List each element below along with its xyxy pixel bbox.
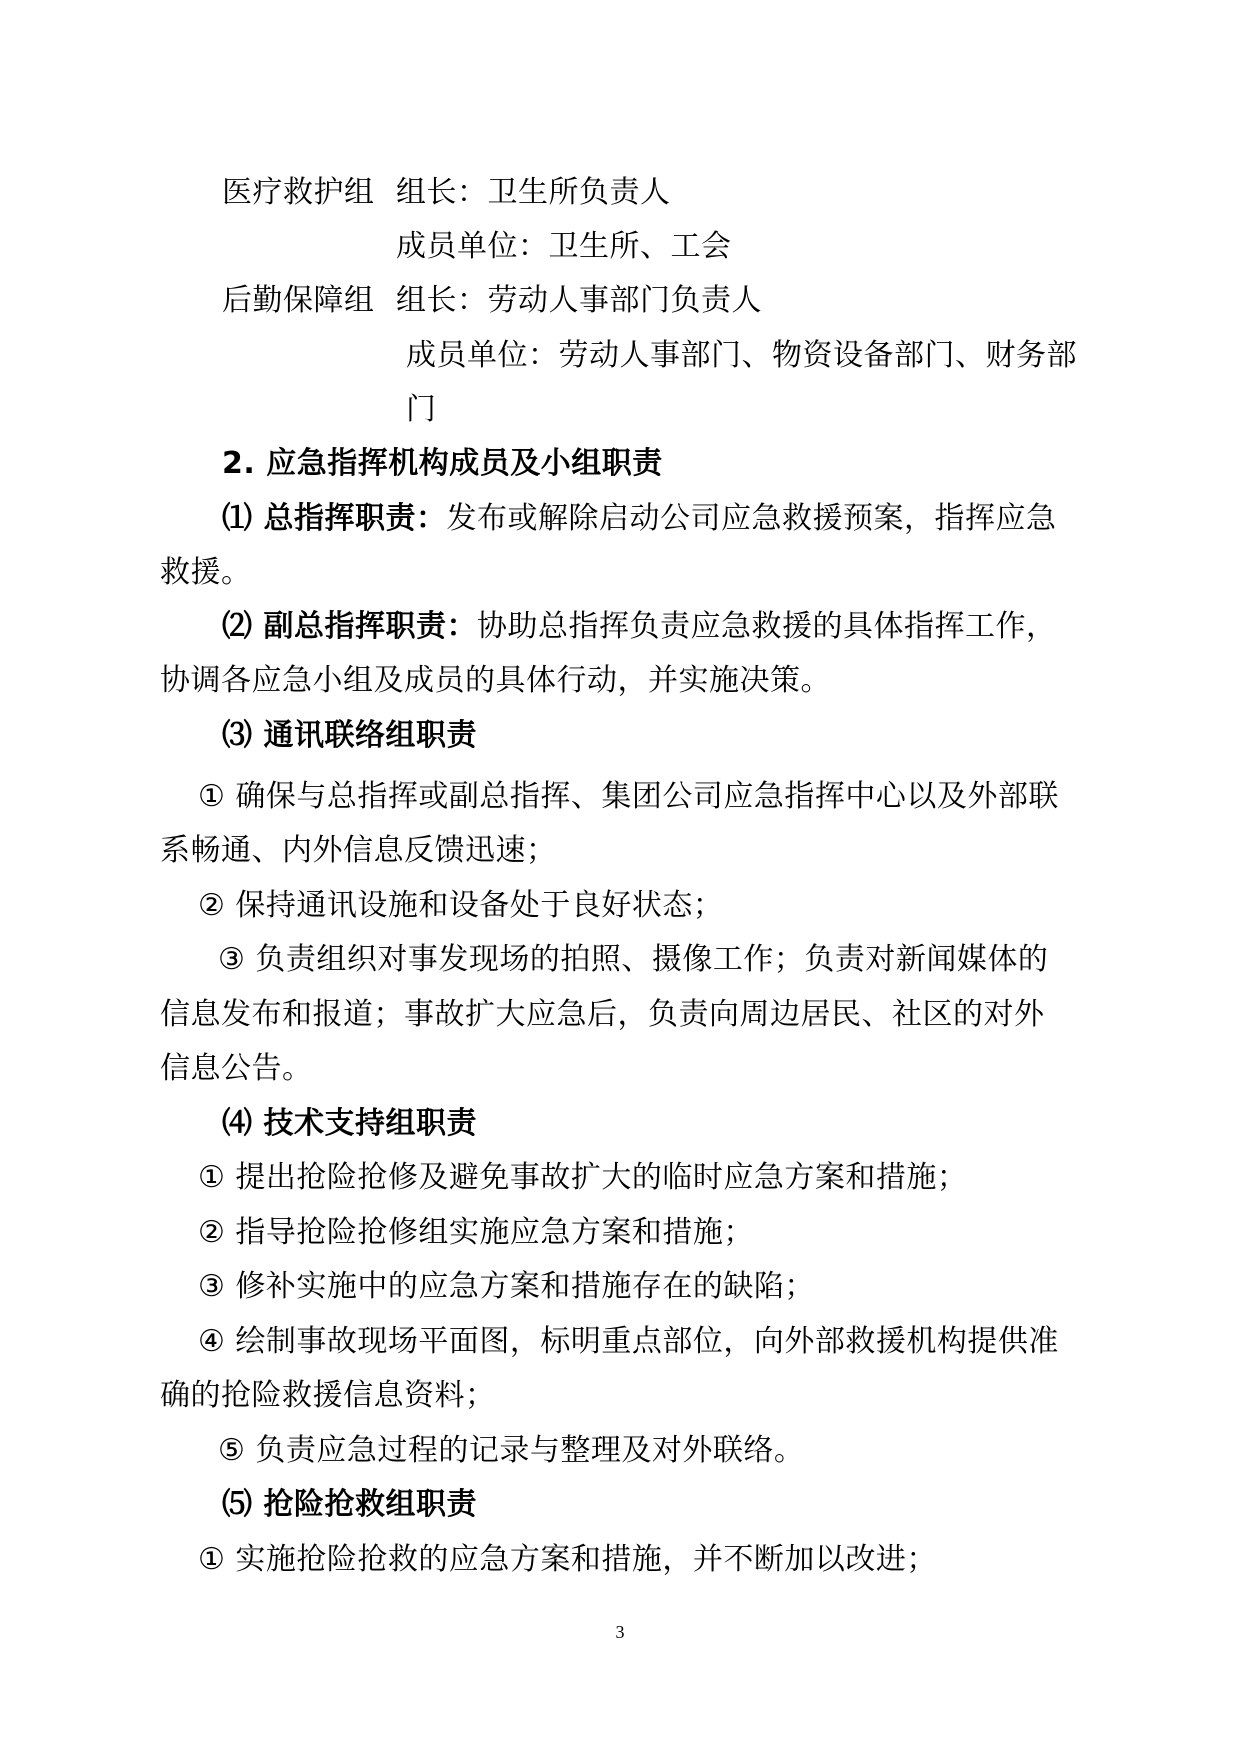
comms-item-3-cont: 信息发布和报道；事故扩大应急后，负责向周边居民、社区的对外 bbox=[160, 997, 1045, 1032]
group-name-logistics: 后勤保障组 bbox=[222, 283, 375, 318]
section-heading: 2. 应急指挥机构成员及小组职责 bbox=[222, 446, 663, 481]
group-leader-logistics: 组长：劳动人事部门负责人 bbox=[396, 283, 762, 318]
group-members-logistics-cont: 门 bbox=[406, 392, 437, 427]
group-leader-medical: 组长：卫生所负责人 bbox=[396, 175, 671, 210]
paragraph-commander bbox=[222, 499, 1056, 539]
commander-text: 发布或解除启动公司应急救援预案，指挥应急 bbox=[446, 501, 1057, 536]
rescue-item-1: ① 实施抢险抢救的应急方案和措施，并不断加以改进； bbox=[198, 1542, 937, 1577]
paragraph-commander-cont: 救援。 bbox=[160, 555, 252, 590]
tech-item-4-cont: 确的抢险救援信息资料； bbox=[160, 1378, 496, 1413]
comms-item-1-cont: 系畅通、内外信息反馈迅速； bbox=[160, 833, 557, 868]
commander-label: ⑴ 总指挥职责： bbox=[222, 501, 447, 536]
comms-item-2: ② 保持通讯设施和设备处于良好状态； bbox=[198, 888, 724, 923]
group-name-medical: 医疗救护组 bbox=[222, 175, 375, 210]
comms-item-1: ① 确保与总指挥或副总指挥、集团公司应急指挥中心以及外部联 bbox=[198, 779, 1059, 814]
comms-item-3: ③ 负责组织对事发现场的拍照、摄像工作；负责对新闻媒体的 bbox=[218, 942, 1049, 977]
deputy-text: 协助总指挥负责应急救援的具体指挥工作， bbox=[476, 609, 1057, 644]
group-members-logistics: 成员单位：劳动人事部门、物资设备部门、财务部 bbox=[406, 338, 1077, 373]
comms-heading: ⑶ 通讯联络组职责 bbox=[222, 718, 477, 753]
tech-item-5: ⑤ 负责应急过程的记录与整理及对外联络。 bbox=[218, 1433, 805, 1468]
tech-item-2: ② 指导抢险抢修组实施应急方案和措施； bbox=[198, 1215, 754, 1250]
paragraph-deputy-cont: 协调各应急小组及成员的具体行动，并实施决策。 bbox=[160, 663, 831, 698]
rescue-heading: ⑸ 抢险抢救组职责 bbox=[222, 1487, 477, 1522]
group-members-medical: 成员单位：卫生所、工会 bbox=[396, 229, 732, 264]
tech-item-3: ③ 修补实施中的应急方案和措施存在的缺陷； bbox=[198, 1269, 815, 1304]
tech-item-4: ④ 绘制事故现场平面图，标明重点部位，向外部救援机构提供准 bbox=[198, 1324, 1059, 1359]
paragraph-deputy bbox=[222, 607, 1056, 647]
deputy-label: ⑵ 副总指挥职责： bbox=[222, 609, 477, 644]
tech-item-1: ① 提出抢险抢修及避免事故扩大的临时应急方案和措施； bbox=[198, 1160, 968, 1195]
comms-item-3-cont2: 信息公告。 bbox=[160, 1051, 313, 1086]
page-number: 3 bbox=[615, 1622, 625, 1642]
tech-heading: ⑷ 技术支持组职责 bbox=[222, 1106, 477, 1141]
